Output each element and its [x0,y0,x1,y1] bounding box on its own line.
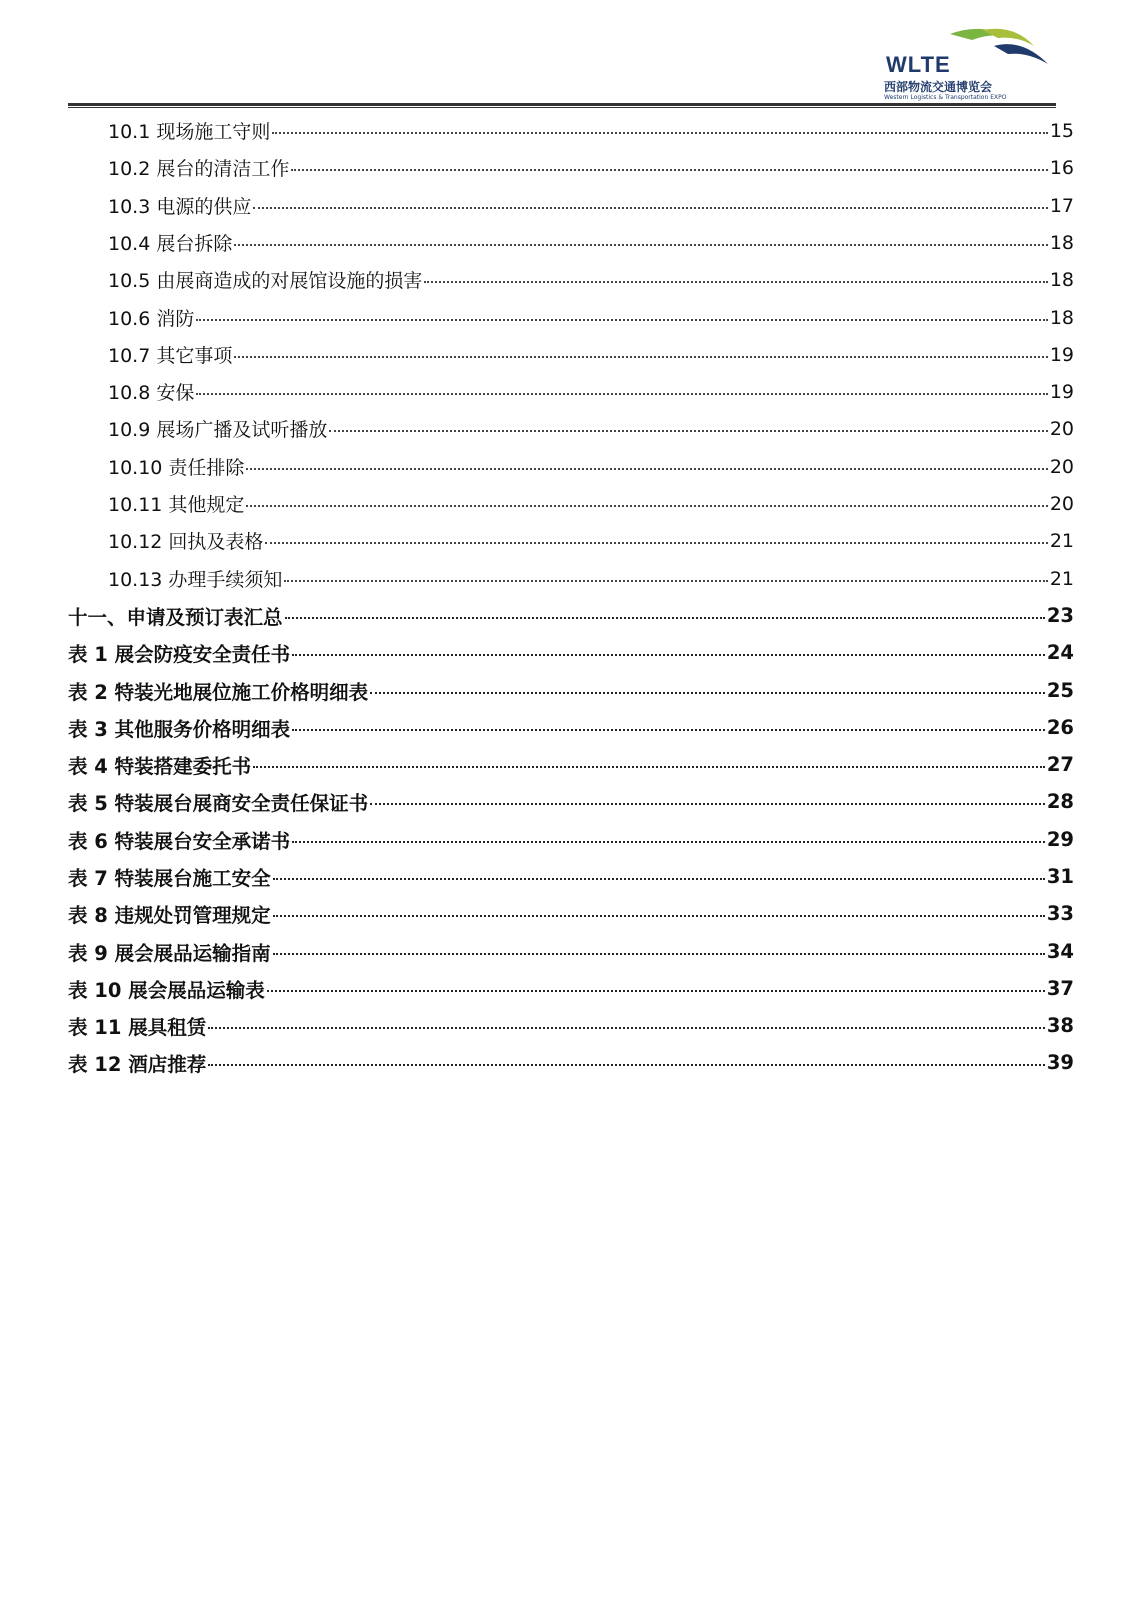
toc-entry-title: 10.2 展台的清洁工作 [108,158,290,180]
toc-entry-title: 表 12 酒店推荐 [68,1052,207,1076]
toc-entry-page-number: 31 [1046,865,1074,888]
toc-entry[interactable] [68,895,1074,932]
expo-logo [880,24,1060,104]
toc-entry-page-number: 16 [1049,156,1074,179]
toc-dot-leader [273,877,1045,880]
toc-entry-page-number: 18 [1049,306,1074,329]
toc-entry[interactable] [108,522,1074,559]
toc-entry-page-number: 25 [1046,679,1074,702]
toc-entry-title: 表 9 展会展品运输指南 [68,941,271,965]
toc-entry-page-number: 37 [1046,977,1074,1000]
toc-dot-leader [208,1063,1045,1066]
toc-entry-page-number: 15 [1049,119,1074,142]
toc-entry[interactable] [108,373,1074,410]
toc-entry[interactable] [108,224,1074,261]
toc-entry-title: 表 7 特装展台施工安全 [68,866,271,890]
toc-entry-title: 10.13 办理手续须知 [108,569,283,591]
toc-entry[interactable] [68,970,1074,1007]
toc-dot-leader [267,989,1045,992]
toc-entry[interactable] [68,821,1074,858]
toc-entry-title: 10.9 展场广播及试听播放 [108,419,328,441]
toc-entry-title: 表 8 违规处罚管理规定 [68,903,271,927]
toc-dot-leader [265,541,1047,544]
toc-entry[interactable] [108,410,1074,447]
toc-entry[interactable] [108,448,1074,485]
toc-entry[interactable] [68,783,1074,820]
header-divider [68,103,1056,108]
toc-entry-title: 10.12 回执及表格 [108,531,264,553]
toc-dot-leader [246,504,1047,507]
toc-entry-title: 表 2 特装光地展位施工价格明细表 [68,680,369,704]
toc-entry-page-number: 29 [1046,828,1074,851]
toc-entry-page-number: 17 [1049,194,1074,217]
toc-entry-page-number: 38 [1046,1014,1074,1037]
toc-entry-title: 10.10 责任排除 [108,457,245,479]
logo-wordmark: WLTE [886,52,951,77]
toc-entry-page-number: 33 [1046,902,1074,925]
toc-entry-page-number: 23 [1046,604,1074,627]
toc-entry-title: 表 6 特装展台安全承诺书 [68,829,291,853]
toc-entry-title: 10.5 由展商造成的对展馆设施的损害 [108,270,423,292]
logo-chinese-name: 西部物流交通博览会 [884,80,993,94]
toc-entry-title: 10.11 其他规定 [108,494,245,516]
toc-dot-leader [424,280,1047,283]
toc-entry-page-number: 20 [1049,455,1074,478]
toc-entry[interactable] [68,858,1074,895]
toc-dot-leader [291,168,1047,171]
toc-dot-leader [292,840,1045,843]
toc-entry[interactable] [108,112,1074,149]
toc-dot-leader [272,131,1047,134]
toc-dot-leader [253,765,1045,768]
toc-entry[interactable] [68,709,1074,746]
toc-entry[interactable] [68,634,1074,671]
toc-entry-page-number: 18 [1049,231,1074,254]
toc-entry[interactable] [108,485,1074,522]
logo-english-name: Western Logistics & Transportation EXPO [884,94,1007,101]
toc-entry-title: 表 1 展会防疫安全责任书 [68,642,291,666]
toc-dot-leader [234,355,1047,358]
toc-dot-leader [196,392,1047,395]
toc-entry-title: 表 3 其他服务价格明细表 [68,717,291,741]
toc-entry[interactable] [108,336,1074,373]
toc-dot-leader [253,206,1047,209]
toc-dot-leader [234,243,1047,246]
toc-dot-leader [285,616,1045,619]
toc-entry-page-number: 20 [1049,492,1074,515]
toc-entry[interactable] [68,746,1074,783]
toc-entry-title: 表 10 展会展品运输表 [68,978,265,1002]
toc-entry-title: 10.4 展台拆除 [108,233,233,255]
toc-dot-leader [370,802,1045,805]
toc-dot-leader [292,728,1045,731]
toc-entry-title: 10.6 消防 [108,308,195,330]
toc-dot-leader [273,914,1045,917]
toc-entry[interactable] [108,560,1074,597]
toc-dot-leader [370,691,1045,694]
toc-entry[interactable] [108,261,1074,298]
toc-entry-page-number: 34 [1046,940,1074,963]
toc-entry[interactable] [68,1044,1074,1081]
toc-entry-page-number: 39 [1046,1051,1074,1074]
toc-dot-leader [196,318,1047,321]
toc-entry-page-number: 21 [1049,567,1074,590]
toc-entry[interactable] [108,149,1074,186]
toc-entry[interactable] [68,672,1074,709]
toc-entry-title: 10.8 安保 [108,382,195,404]
toc-entry-title: 10.3 电源的供应 [108,196,252,218]
logo-swoosh-icon [942,24,1052,74]
toc-entry[interactable] [68,1007,1074,1044]
toc-entry-page-number: 19 [1049,343,1074,366]
toc-entry-title: 表 4 特装搭建委托书 [68,754,252,778]
toc-entry-title: 十一、申请及预订表汇总 [68,605,283,629]
toc-entry-page-number: 27 [1046,753,1074,776]
toc-entry-page-number: 20 [1049,417,1074,440]
toc-entry-title: 表 5 特装展台展商安全责任保证书 [68,791,369,815]
toc-dot-leader [284,579,1047,582]
toc-entry-title: 表 11 展具租赁 [68,1015,207,1039]
toc-entry[interactable] [68,933,1074,970]
toc-dot-leader [246,467,1047,470]
toc-dot-leader [292,653,1045,656]
toc-entry-page-number: 28 [1046,790,1074,813]
toc-entry-page-number: 26 [1046,716,1074,739]
toc-dot-leader [208,1026,1045,1029]
toc-entry-page-number: 21 [1049,529,1074,552]
toc-entry[interactable] [108,299,1074,336]
toc-entry-title: 10.7 其它事项 [108,345,233,367]
toc-entry[interactable] [108,187,1074,224]
toc-entry[interactable] [68,597,1074,634]
toc-entry-page-number: 24 [1046,641,1074,664]
toc-entry-page-number: 18 [1049,268,1074,291]
toc-entry-page-number: 19 [1049,380,1074,403]
toc-dot-leader [329,429,1047,432]
toc-entry-title: 10.1 现场施工守则 [108,121,271,143]
toc-dot-leader [273,952,1045,955]
